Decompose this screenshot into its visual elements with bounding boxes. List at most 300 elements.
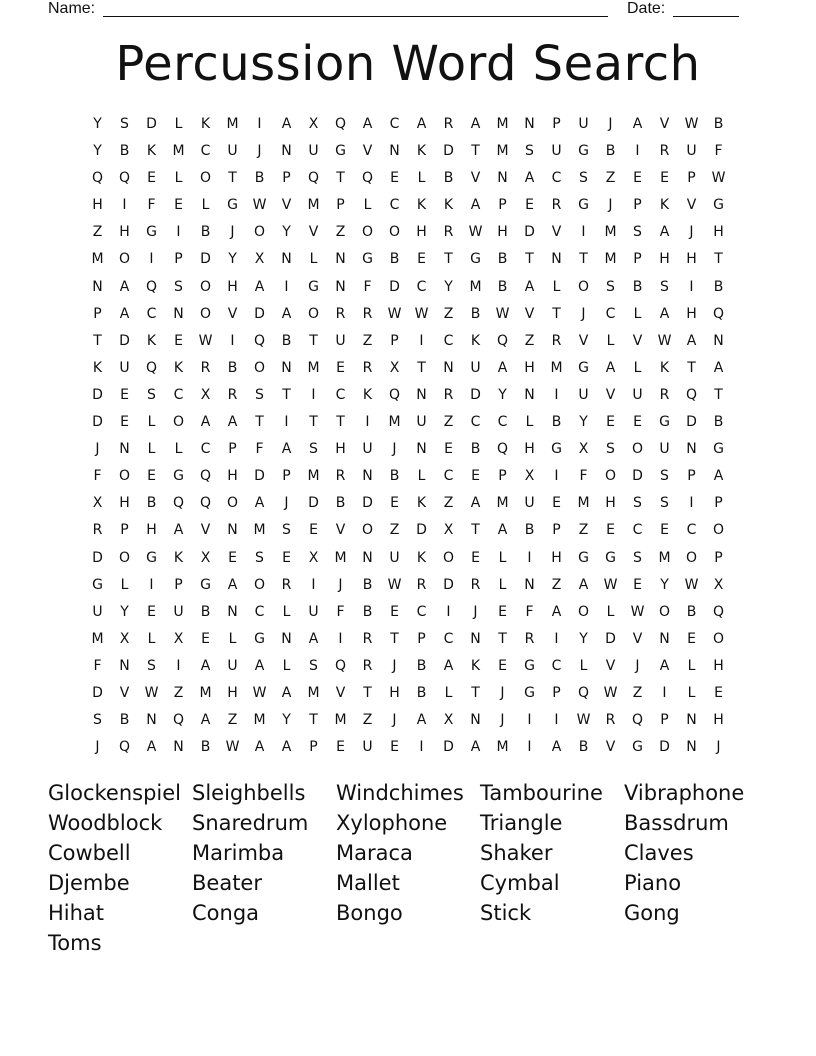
grid-letter: N bbox=[416, 386, 427, 403]
grid-letter: I bbox=[176, 224, 181, 241]
grid-letter: E bbox=[633, 414, 642, 431]
grid-letter: Q bbox=[145, 278, 158, 295]
grid-letter: O bbox=[118, 251, 131, 268]
grid-letter: W bbox=[252, 197, 267, 214]
grid-letter: X bbox=[308, 116, 319, 132]
grid-letter: P bbox=[687, 170, 696, 187]
grid-letter: D bbox=[92, 549, 103, 566]
grid-letter: X bbox=[443, 712, 454, 729]
grid-letter: U bbox=[173, 603, 184, 620]
grid-letter: B bbox=[686, 603, 697, 620]
grid-letter: P bbox=[120, 522, 129, 539]
grid-letter: K bbox=[470, 657, 481, 674]
grid-letter: D bbox=[443, 739, 454, 756]
grid-letter: L bbox=[147, 441, 156, 458]
grid-letter: K bbox=[416, 143, 427, 160]
grid-letter: I bbox=[446, 603, 451, 620]
grid-letter: P bbox=[552, 116, 561, 132]
grid-letter: M bbox=[496, 116, 509, 132]
grid-letter: U bbox=[308, 603, 319, 620]
grid-letter: S bbox=[660, 278, 669, 295]
grid-letter: N bbox=[173, 305, 184, 322]
grid-letter: G bbox=[578, 197, 589, 214]
grid-letter: Z bbox=[551, 576, 562, 593]
grid-letter: B bbox=[200, 603, 211, 620]
grid-letter: A bbox=[659, 305, 670, 322]
grid-letter: H bbox=[119, 224, 130, 241]
grid-letter: T bbox=[498, 630, 507, 647]
grid-letter: K bbox=[173, 549, 184, 566]
grid-letter: C bbox=[200, 143, 211, 160]
grid-letter: N bbox=[281, 251, 292, 268]
grid-letter: Z bbox=[443, 414, 454, 431]
grid-letter: N bbox=[281, 359, 292, 376]
grid-letter: M bbox=[307, 197, 320, 214]
grid-letter: L bbox=[417, 170, 426, 187]
grid-letter: H bbox=[686, 305, 697, 322]
word-list-item: Conga bbox=[192, 901, 260, 925]
grid-letter: S bbox=[525, 143, 534, 160]
grid-letter: J bbox=[284, 495, 289, 512]
grid-letter: L bbox=[606, 603, 615, 620]
grid-letter: R bbox=[362, 657, 373, 674]
grid-letter: G bbox=[524, 684, 535, 701]
grid-letter: O bbox=[631, 441, 644, 458]
grid-letter: D bbox=[659, 739, 670, 756]
grid-letter: E bbox=[498, 603, 507, 620]
grid-letter: H bbox=[524, 441, 535, 458]
word-list-item: Glockenspiel bbox=[48, 781, 182, 805]
grid-letter: O bbox=[253, 224, 266, 241]
grid-letter: V bbox=[632, 332, 643, 349]
grid-letter: R bbox=[92, 522, 103, 539]
grid-letter: H bbox=[713, 712, 724, 729]
grid-letter: U bbox=[578, 386, 589, 403]
grid-letter: I bbox=[284, 414, 289, 431]
grid-letter: C bbox=[443, 630, 454, 647]
page-title: Percussion Word Search bbox=[115, 36, 701, 92]
grid-letter: H bbox=[659, 251, 670, 268]
grid-letter: Y bbox=[120, 603, 129, 620]
grid-letter: A bbox=[470, 495, 481, 512]
grid-letter: A bbox=[470, 197, 481, 214]
grid-letter: Z bbox=[92, 224, 103, 241]
grid-letter: B bbox=[389, 468, 400, 485]
grid-letter: P bbox=[660, 712, 669, 729]
grid-letter: R bbox=[335, 468, 346, 485]
grid-letter: E bbox=[147, 603, 156, 620]
grid-letter: W bbox=[387, 576, 402, 593]
grid-letter: G bbox=[578, 143, 589, 160]
grid-letter: V bbox=[281, 197, 292, 214]
grid-letter: E bbox=[552, 495, 561, 512]
grid-letter: F bbox=[147, 197, 156, 214]
grid-letter: M bbox=[658, 549, 671, 566]
grid-letter: G bbox=[146, 224, 157, 241]
grid-letter: K bbox=[416, 197, 427, 214]
grid-letter: H bbox=[119, 495, 130, 512]
grid-letter: C bbox=[416, 603, 427, 620]
grid-letter: Y bbox=[93, 116, 102, 132]
grid-letter: K bbox=[659, 359, 670, 376]
grid-letter: E bbox=[309, 522, 318, 539]
grid-letter: Q bbox=[496, 332, 509, 349]
grid-letter: X bbox=[92, 495, 103, 512]
grid-letter: E bbox=[147, 468, 156, 485]
grid-letter: S bbox=[633, 224, 642, 241]
grid-letter: I bbox=[176, 657, 181, 674]
grid-letter: V bbox=[335, 522, 346, 539]
grid-letter: W bbox=[603, 684, 618, 701]
grid-letter: Q bbox=[577, 684, 590, 701]
grid-letter: Y bbox=[579, 414, 588, 431]
grid-letter: B bbox=[200, 224, 211, 241]
grid-letter: F bbox=[255, 441, 264, 458]
grid-letter: W bbox=[468, 224, 483, 241]
grid-letter: O bbox=[658, 603, 671, 620]
grid-letter: A bbox=[632, 116, 643, 132]
word-list-item: Woodblock bbox=[48, 811, 163, 835]
grid-letter: E bbox=[390, 603, 399, 620]
grid-letter: E bbox=[174, 197, 183, 214]
grid-letter: P bbox=[687, 468, 696, 485]
grid-letter: R bbox=[551, 332, 562, 349]
grid-letter: D bbox=[200, 251, 211, 268]
grid-letter: E bbox=[471, 549, 480, 566]
grid-letter: P bbox=[714, 549, 723, 566]
grid-letter: Q bbox=[712, 305, 725, 322]
grid-letter: M bbox=[496, 495, 509, 512]
grid-letter: H bbox=[686, 251, 697, 268]
grid-letter: T bbox=[282, 386, 291, 403]
grid-letter: Q bbox=[253, 332, 266, 349]
letter-grid bbox=[84, 111, 732, 761]
grid-letter: S bbox=[633, 549, 642, 566]
grid-letter: S bbox=[282, 522, 291, 539]
grid-letter: A bbox=[200, 712, 211, 729]
grid-letter: E bbox=[336, 359, 345, 376]
grid-letter: U bbox=[362, 441, 373, 458]
grid-letter: E bbox=[417, 251, 426, 268]
grid-letter: D bbox=[146, 116, 157, 132]
grid-letter: Q bbox=[145, 359, 158, 376]
grid-letter: A bbox=[119, 278, 130, 295]
grid-letter: V bbox=[578, 332, 589, 349]
grid-letter: J bbox=[392, 712, 397, 729]
grid-letter: B bbox=[605, 143, 616, 160]
grid-letter: P bbox=[552, 684, 561, 701]
grid-letter: C bbox=[389, 116, 400, 132]
grid-letter: E bbox=[120, 386, 129, 403]
grid-letter: Q bbox=[307, 170, 320, 187]
grid-letter: W bbox=[198, 332, 213, 349]
grid-letter: Z bbox=[362, 712, 373, 729]
grid-letter: C bbox=[254, 603, 265, 620]
grid-letter: B bbox=[713, 414, 724, 431]
grid-letter: N bbox=[362, 549, 373, 566]
grid-letter: G bbox=[578, 359, 589, 376]
grid-letter: S bbox=[120, 116, 129, 132]
grid-letter: K bbox=[92, 359, 103, 376]
grid-letter: E bbox=[633, 576, 642, 593]
grid-letter: N bbox=[470, 712, 481, 729]
word-list-item: Mallet bbox=[336, 871, 400, 895]
grid-letter: C bbox=[551, 170, 562, 187]
grid-letter: G bbox=[200, 576, 211, 593]
grid-letter: G bbox=[146, 549, 157, 566]
grid-letter: J bbox=[338, 576, 343, 593]
grid-letter: A bbox=[254, 739, 265, 756]
word-list-item: Piano bbox=[624, 871, 682, 895]
grid-letter: I bbox=[554, 468, 559, 485]
grid-letter: H bbox=[227, 468, 238, 485]
grid-letter: I bbox=[689, 495, 694, 512]
grid-letter: G bbox=[92, 576, 103, 593]
grid-letter: M bbox=[91, 630, 104, 647]
grid-letter: J bbox=[689, 224, 694, 241]
grid-letter: P bbox=[174, 251, 183, 268]
grid-letter: C bbox=[497, 414, 508, 431]
name-label: Name: bbox=[48, 0, 96, 17]
grid-letter: S bbox=[606, 441, 615, 458]
grid-letter: B bbox=[443, 170, 454, 187]
grid-letter: S bbox=[579, 170, 588, 187]
grid-letter: N bbox=[119, 657, 130, 674]
grid-letter: R bbox=[362, 630, 373, 647]
grid-letter: O bbox=[577, 278, 590, 295]
grid-letter: S bbox=[606, 278, 615, 295]
grid-letter: D bbox=[524, 224, 535, 241]
grid-letter: C bbox=[470, 414, 481, 431]
grid-letter: L bbox=[120, 576, 129, 593]
grid-letter: Z bbox=[578, 522, 589, 539]
grid-letter: R bbox=[443, 386, 454, 403]
grid-letter: K bbox=[470, 332, 481, 349]
grid-letter: Z bbox=[335, 224, 346, 241]
grid-letter: B bbox=[551, 414, 562, 431]
grid-letter: Q bbox=[172, 495, 185, 512]
grid-letter: N bbox=[92, 278, 103, 295]
grid-letter: D bbox=[605, 630, 616, 647]
grid-letter: A bbox=[713, 468, 724, 485]
grid-letter: G bbox=[578, 549, 589, 566]
grid-letter: B bbox=[200, 739, 211, 756]
grid-letter: A bbox=[362, 116, 373, 132]
word-list-item: Tambourine bbox=[480, 781, 603, 805]
grid-letter: Q bbox=[172, 712, 185, 729]
grid-letter: A bbox=[497, 522, 508, 539]
grid-letter: E bbox=[660, 170, 669, 187]
grid-letter: E bbox=[498, 657, 507, 674]
grid-letter: U bbox=[416, 414, 427, 431]
grid-letter: L bbox=[417, 468, 426, 485]
grid-letter: K bbox=[146, 143, 157, 160]
grid-letter: Q bbox=[361, 170, 374, 187]
grid-letter: V bbox=[119, 684, 130, 701]
grid-letter: L bbox=[687, 657, 696, 674]
grid-letter: E bbox=[201, 630, 210, 647]
grid-letter: C bbox=[686, 522, 697, 539]
grid-letter: H bbox=[524, 359, 535, 376]
grid-letter: F bbox=[525, 603, 534, 620]
grid-letter: D bbox=[443, 143, 454, 160]
grid-letter: L bbox=[633, 305, 642, 322]
grid-letter: B bbox=[416, 657, 427, 674]
grid-letter: A bbox=[308, 630, 319, 647]
grid-letter: T bbox=[336, 414, 345, 431]
grid-letter: J bbox=[257, 143, 262, 160]
grid-letter: E bbox=[714, 684, 723, 701]
grid-letter: G bbox=[713, 441, 724, 458]
grid-letter: W bbox=[630, 603, 645, 620]
word-list-item: Maraca bbox=[336, 841, 413, 865]
grid-letter: T bbox=[228, 170, 237, 187]
word-list-item: Gong bbox=[624, 901, 680, 925]
grid-letter: N bbox=[146, 712, 157, 729]
grid-letter: U bbox=[578, 116, 589, 132]
grid-letter: B bbox=[470, 441, 481, 458]
grid-letter: I bbox=[311, 576, 316, 593]
grid-letter: A bbox=[416, 712, 427, 729]
grid-letter: M bbox=[604, 251, 617, 268]
grid-letter: D bbox=[416, 522, 427, 539]
grid-letter: H bbox=[227, 684, 238, 701]
grid-letter: B bbox=[146, 495, 157, 512]
grid-letter: B bbox=[416, 684, 427, 701]
grid-letter: Z bbox=[362, 332, 373, 349]
grid-letter: T bbox=[417, 359, 426, 376]
grid-letter: E bbox=[390, 170, 399, 187]
grid-letter: V bbox=[200, 522, 211, 539]
grid-letter: N bbox=[524, 576, 535, 593]
word-list-item: Xylophone bbox=[336, 811, 448, 835]
grid-letter: D bbox=[470, 386, 481, 403]
word-list-item: Toms bbox=[48, 931, 102, 955]
grid-letter: E bbox=[606, 522, 615, 539]
grid-letter: Q bbox=[91, 170, 104, 187]
grid-letter: M bbox=[496, 143, 509, 160]
grid-letter: E bbox=[606, 414, 615, 431]
grid-letter: S bbox=[147, 386, 156, 403]
grid-letter: I bbox=[581, 224, 586, 241]
grid-letter: E bbox=[336, 739, 345, 756]
grid-letter: N bbox=[686, 712, 697, 729]
grid-letter: P bbox=[714, 495, 723, 512]
grid-letter: I bbox=[689, 278, 694, 295]
grid-letter: N bbox=[389, 143, 400, 160]
grid-letter: Q bbox=[118, 170, 131, 187]
word-list-item: Marimba bbox=[192, 841, 285, 865]
grid-letter: M bbox=[496, 739, 509, 756]
grid-letter: A bbox=[551, 739, 562, 756]
grid-letter: S bbox=[255, 549, 264, 566]
grid-letter: H bbox=[416, 224, 427, 241]
grid-letter: B bbox=[713, 278, 724, 295]
grid-letter: T bbox=[309, 414, 318, 431]
grid-letter: C bbox=[146, 305, 157, 322]
grid-letter: S bbox=[255, 386, 264, 403]
grid-letter: W bbox=[711, 170, 726, 187]
grid-letter: Q bbox=[496, 441, 509, 458]
grid-letter: M bbox=[199, 684, 212, 701]
grid-letter: U bbox=[686, 143, 697, 160]
grid-letter: A bbox=[281, 305, 292, 322]
grid-letter: Q bbox=[712, 603, 725, 620]
grid-letter: L bbox=[282, 657, 291, 674]
grid-letter: U bbox=[632, 386, 643, 403]
grid-letter: S bbox=[309, 657, 318, 674]
grid-letter: H bbox=[92, 197, 103, 214]
grid-letter: N bbox=[173, 739, 184, 756]
grid-letter: N bbox=[281, 143, 292, 160]
grid-letter: J bbox=[500, 712, 505, 729]
grid-letter: I bbox=[554, 386, 559, 403]
grid-letter: J bbox=[608, 197, 613, 214]
grid-letter: L bbox=[444, 684, 453, 701]
grid-letter: N bbox=[119, 441, 130, 458]
grid-letter: I bbox=[554, 712, 559, 729]
grid-letter: T bbox=[579, 251, 588, 268]
grid-letter: R bbox=[335, 305, 346, 322]
grid-letter: S bbox=[660, 468, 669, 485]
grid-letter: M bbox=[388, 414, 401, 431]
grid-letter: A bbox=[119, 305, 130, 322]
grid-letter: G bbox=[470, 251, 481, 268]
grid-letter: L bbox=[228, 630, 237, 647]
grid-letter: O bbox=[712, 630, 725, 647]
grid-letter: G bbox=[605, 549, 616, 566]
grid-letter: P bbox=[552, 522, 561, 539]
grid-letter: U bbox=[227, 143, 238, 160]
grid-letter: E bbox=[390, 739, 399, 756]
grid-letter: U bbox=[524, 495, 535, 512]
grid-letter: Q bbox=[199, 468, 212, 485]
grid-letter: B bbox=[119, 712, 130, 729]
grid-letter: D bbox=[362, 495, 373, 512]
grid-letter: S bbox=[309, 441, 318, 458]
grid-letter: S bbox=[660, 495, 669, 512]
grid-letter: O bbox=[388, 224, 401, 241]
grid-letter: D bbox=[92, 386, 103, 403]
grid-letter: Z bbox=[173, 684, 184, 701]
grid-letter: G bbox=[632, 739, 643, 756]
grid-letter: V bbox=[659, 116, 670, 132]
grid-letter: N bbox=[416, 441, 427, 458]
grid-letter: D bbox=[92, 684, 103, 701]
grid-letter: D bbox=[254, 305, 265, 322]
grid-letter: F bbox=[93, 468, 102, 485]
grid-letter: X bbox=[443, 522, 454, 539]
grid-letter: I bbox=[311, 386, 316, 403]
grid-letter: A bbox=[200, 414, 211, 431]
grid-letter: L bbox=[552, 278, 561, 295]
grid-letter: Q bbox=[631, 712, 644, 729]
grid-letter: C bbox=[551, 657, 562, 674]
grid-letter: W bbox=[495, 305, 510, 322]
grid-letter: N bbox=[551, 251, 562, 268]
grid-letter: M bbox=[172, 143, 185, 160]
grid-letter: V bbox=[605, 657, 616, 674]
grid-letter: Y bbox=[282, 712, 291, 729]
grid-letter: T bbox=[309, 332, 318, 349]
grid-letter: B bbox=[578, 739, 589, 756]
grid-letter: C bbox=[416, 278, 427, 295]
grid-letter: H bbox=[713, 224, 724, 241]
grid-letter: C bbox=[335, 386, 346, 403]
grid-letter: X bbox=[578, 441, 589, 458]
grid-letter: R bbox=[551, 197, 562, 214]
grid-letter: B bbox=[335, 495, 346, 512]
